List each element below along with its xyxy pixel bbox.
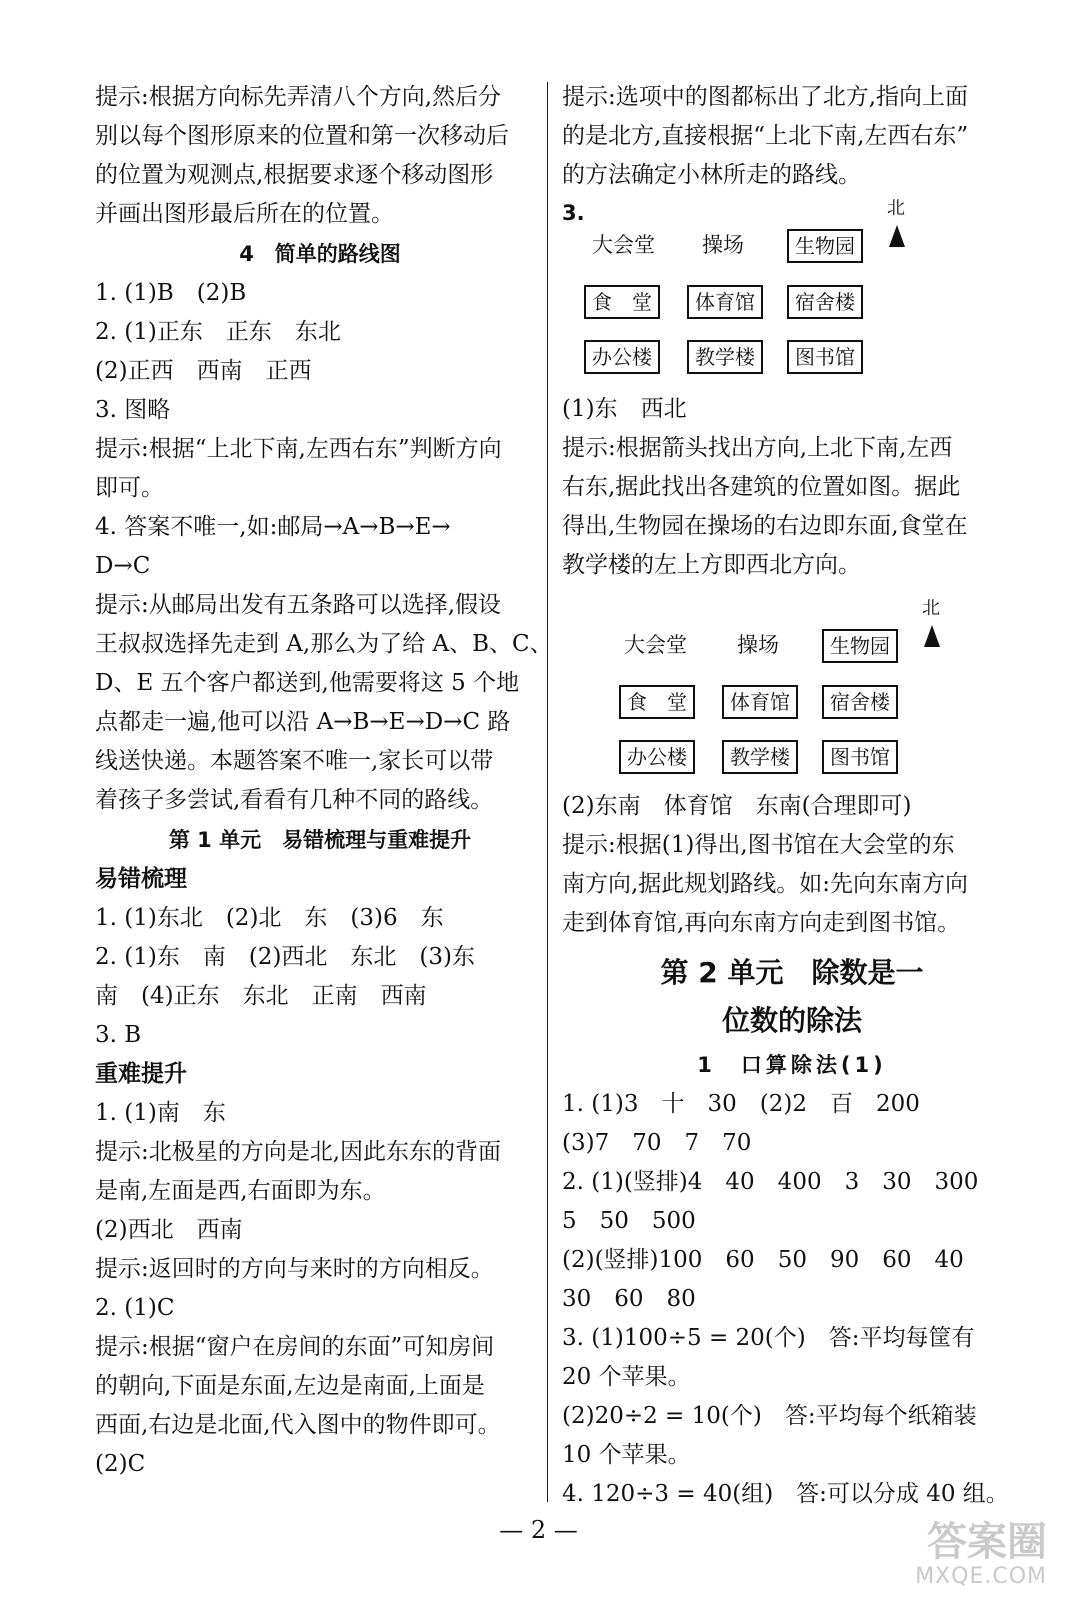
north-label: 北: [922, 598, 940, 619]
answer-line: (2)C: [95, 1451, 146, 1477]
watermark-url: MXQE.COM: [915, 1564, 1047, 1589]
hint-line: 是南,左面是西,右面即为东。: [95, 1178, 386, 1204]
question3-part1: [562, 390, 1022, 585]
map-box-tushuguan: 图书馆: [787, 340, 863, 374]
unit2-title-line1: 第 2 单元 除数是一: [660, 956, 924, 989]
answer-line: 2. (1)C: [95, 1295, 175, 1321]
hint-line: 着孩子多尝试,看看有几种不同的路线。: [95, 787, 494, 813]
unit2-title-line2: 位数的除法: [721, 1004, 862, 1037]
hint-line: 线送快递。本题答案不唯一,家长可以带: [95, 748, 494, 774]
answer-line: 4. 答案不唯一,如:邮局→A→B→E→: [95, 514, 451, 540]
map-box-shitang: 食 堂: [619, 685, 695, 719]
section-title-oral-division: 1 口算除法(1): [697, 1053, 887, 1077]
answer-line: 3. (1)100÷5 = 20(个) 答:平均每筐有: [562, 1325, 975, 1351]
hint-line: 提示:根据“窗户在房间的东面”可知房间: [95, 1334, 495, 1360]
answer-line: (2)20÷2 = 10(个) 答:平均每个纸箱装: [562, 1403, 977, 1429]
hint-line: 点都走一遍,他可以沿 A→B→E→D→C 路: [95, 709, 511, 735]
text-line: 并画出图形最后所在的位置。: [95, 201, 394, 227]
map-box-sushelou: 宿舍楼: [787, 285, 863, 319]
text-line: 的位置为观测点,根据要求逐个移动图形: [95, 162, 494, 188]
answer-line: 南 (4)正东 东北 正南 西南: [95, 983, 427, 1009]
map-box-shitang: 食 堂: [584, 285, 660, 319]
map-box-tushuguan: 图书馆: [822, 740, 898, 774]
hint-line: 提示:根据(1)得出,图书馆在大会堂的东: [562, 832, 955, 858]
answer-line: 30 60 80: [562, 1286, 696, 1312]
unit1-review-answers: [95, 860, 545, 1484]
answer-line: 2. (1)东 南 (2)西北 东北 (3)东: [95, 944, 475, 970]
text-line: 提示:根据方向标先弄清八个方向,然后分: [95, 84, 502, 110]
answer-line: 1. (1)南 东: [95, 1100, 226, 1126]
map-box-jiaoxuelou: 教学楼: [687, 340, 763, 374]
hint-line: D、E 五个客户都送到,他需要将这 5 个地: [95, 670, 520, 696]
hint-line: 提示:返回时的方向与来时的方向相反。: [95, 1256, 494, 1282]
answer-line: 20 个苹果。: [562, 1364, 691, 1390]
north-label: 北: [887, 198, 905, 219]
map-box-bangonglou: 办公楼: [584, 340, 660, 374]
map-box-tiyuguan: 体育馆: [687, 285, 763, 319]
hint-line: 的方法确定小林所走的路线。: [562, 162, 861, 188]
hint-block-top: [562, 78, 1022, 195]
answer-line: (2)东南 体育馆 东南(合理即可): [562, 793, 912, 819]
answer-line: 1. (1)3 十 30 (2)2 百 200: [562, 1091, 920, 1117]
section-simple-route-answers: [95, 274, 553, 820]
map-label-dahuitang: 大会堂: [592, 233, 655, 257]
hint-line: 的是北方,直接根据“上北下南,左西右东”: [562, 123, 969, 149]
answer-line: 5 50 500: [562, 1208, 696, 1234]
hint-line: 的朝向,下面是东面,左边是南面,上面是: [95, 1373, 485, 1399]
answer-line: (1)东 西北: [562, 396, 687, 422]
watermark-logo: [915, 1520, 1047, 1590]
hint-line: 提示:根据“上北下南,左西右东”判断方向: [95, 436, 502, 462]
question3-part2: [562, 787, 1022, 943]
map-label-caochang: 操场: [737, 633, 779, 657]
map-box-sushelou: 宿舍楼: [822, 685, 898, 719]
hint-line: 提示:选项中的图都标出了北方,指向上面: [562, 84, 969, 110]
hint-line: 得出,生物园在操场的右边即东面,食堂在: [562, 513, 968, 539]
answer-line: (2)正西 西南 正西: [95, 358, 312, 384]
map-label-caochang: 操场: [702, 233, 744, 257]
answer-line: 1. (1)B (2)B: [95, 280, 247, 306]
answer-line: (2)西北 西南: [95, 1217, 243, 1243]
right-column: [562, 78, 1022, 1514]
answer-line: 3. 图略: [95, 397, 171, 423]
unit2-answers: [562, 1085, 1022, 1514]
column-divider: [547, 82, 548, 1502]
answer-line: 4. 120÷3 = 40(组) 答:可以分成 40 组。: [562, 1481, 1009, 1507]
answer-line: (3)7 70 7 70: [562, 1130, 752, 1156]
hint-line: 走到体育馆,再向东南方向走到图书馆。: [562, 910, 961, 936]
map-label-dahuitang: 大会堂: [624, 633, 687, 657]
north-arrow-icon: [889, 225, 905, 247]
left-column: [95, 78, 553, 1484]
watermark-text: 答案圈: [927, 1519, 1047, 1565]
map-box-tiyuguan: 体育馆: [722, 685, 798, 719]
map-box-jiaoxuelou: 教学楼: [722, 740, 798, 774]
north-arrow-icon: [924, 625, 940, 647]
page-number: — 2 —: [499, 1516, 578, 1544]
campus-map-2: [562, 585, 1022, 787]
hint-line: 南方向,据此规划路线。如:先向东南方向: [562, 871, 969, 897]
question-number: 3.: [562, 201, 585, 225]
subheading-difficulty: 重难提升: [95, 1061, 187, 1087]
hint-line: 提示:从邮局出发有五条路可以选择,假设: [95, 592, 502, 618]
hint-line: 提示:根据箭头找出方向,上北下南,左西: [562, 435, 953, 461]
hint-line: 右东,据此找出各建筑的位置如图。据此: [562, 474, 961, 500]
map-box-shengwuyuan: 生物园: [822, 629, 898, 663]
text-line: 别以每个图形原来的位置和第一次移动后: [95, 123, 509, 149]
hint-line: 即可。: [95, 475, 164, 501]
hint-line: 提示:北极星的方向是北,因此东东的背面: [95, 1139, 502, 1165]
answer-line: 2. (1)(竖排)4 40 400 3 30 300: [562, 1169, 979, 1195]
answer-line: 10 个苹果。: [562, 1442, 691, 1468]
answer-line: 3. B: [95, 1022, 142, 1048]
unit1-review-title: 第 1 单元 易错梳理与重难提升: [168, 828, 472, 852]
hint-line: 教学楼的左上方即西北方向。: [562, 552, 861, 578]
section-title-simple-route: 4 简单的路线图: [239, 242, 401, 266]
answer-line: 2. (1)正东 正东 东北: [95, 319, 341, 345]
answer-line: 1. (1)东北 (2)北 东 (3)6 东: [95, 905, 444, 931]
hint-block-1: [95, 78, 545, 234]
subheading-common-errors: 易错梳理: [95, 866, 187, 892]
map-box-shengwuyuan: 生物园: [787, 229, 863, 263]
hint-line: 王叔叔选择先走到 A,那么为了给 A、B、C、: [95, 631, 553, 657]
answer-line: D→C: [95, 553, 151, 579]
answer-line: (2)(竖排)100 60 50 90 60 40: [562, 1247, 964, 1273]
hint-line: 西面,右边是北面,代入图中的物件即可。: [95, 1412, 501, 1438]
map-box-bangonglou: 办公楼: [619, 740, 695, 774]
campus-map-1: [562, 195, 1022, 390]
